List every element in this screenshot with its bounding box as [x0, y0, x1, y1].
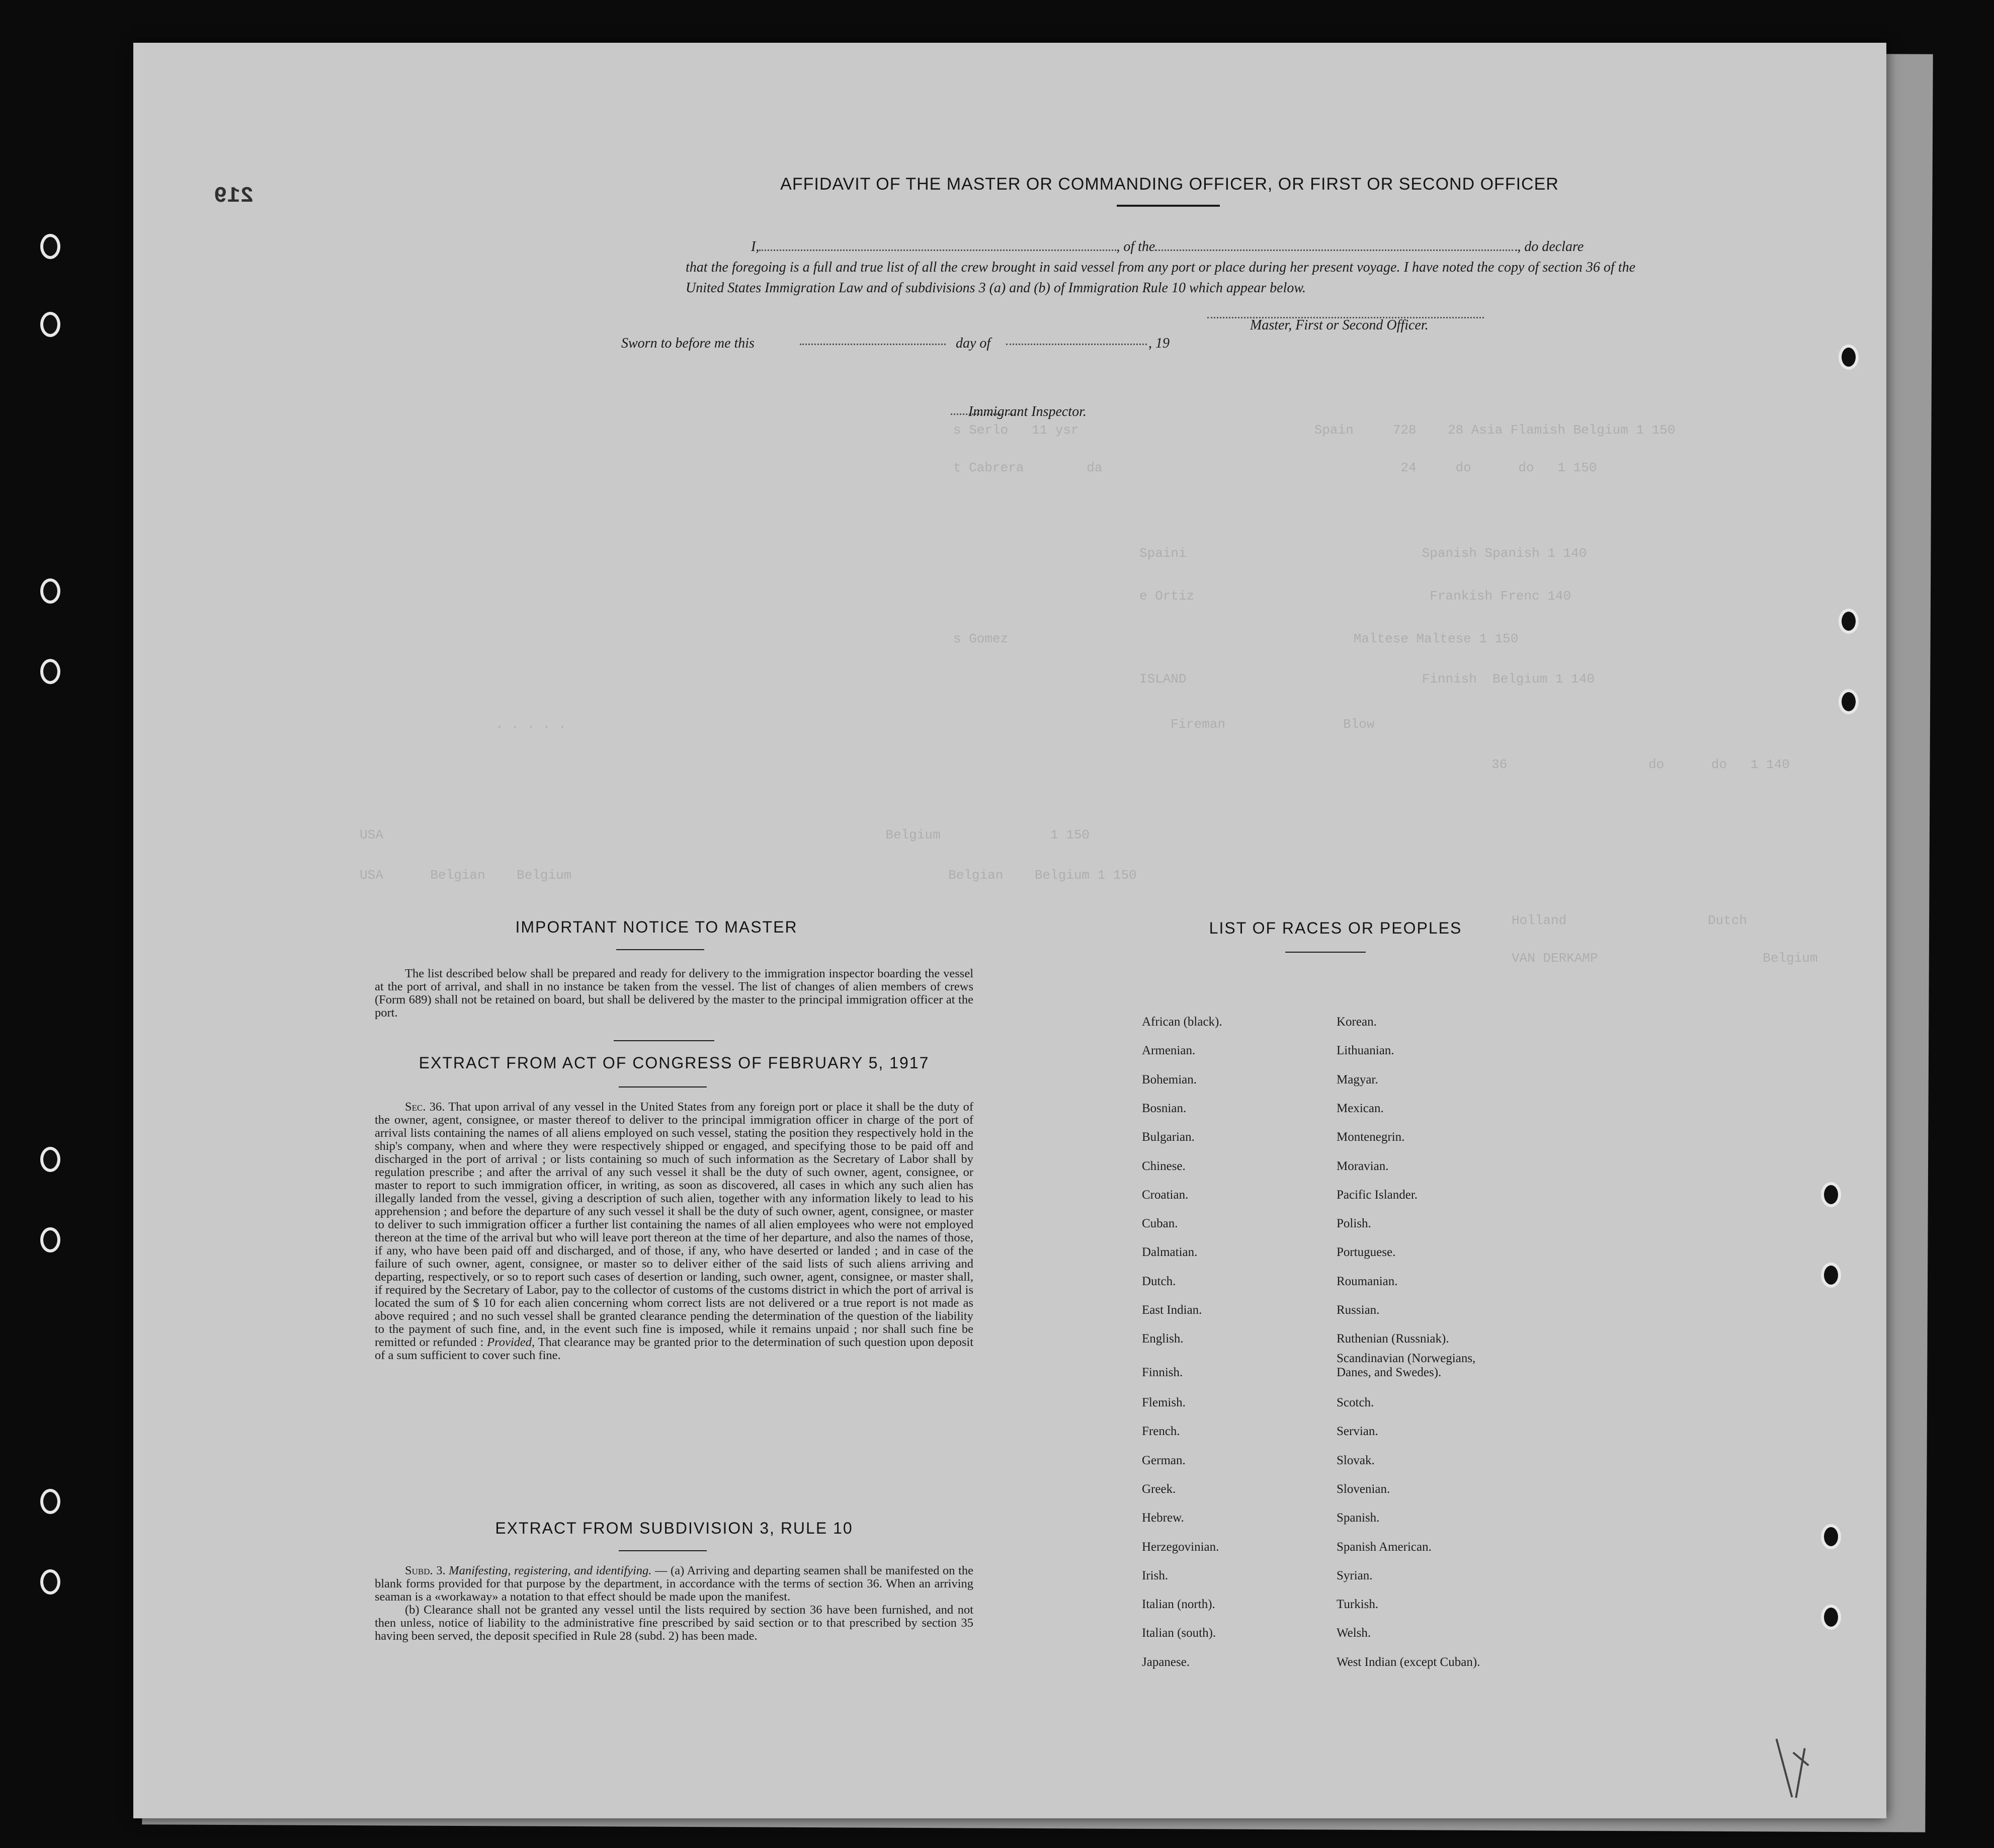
binding-hole	[1839, 689, 1859, 714]
vessel-blank	[1155, 239, 1517, 251]
race-entry: Scandinavian (Norwegians,	[1337, 1352, 1476, 1365]
binding-hole	[40, 1147, 60, 1172]
act-provided: Provided,	[487, 1335, 535, 1349]
binding-hole	[40, 1569, 60, 1594]
bleed-through-text: USA Belgium 1 150	[360, 827, 1090, 843]
race-entry: Ruthenian (Russniak).	[1337, 1332, 1449, 1346]
race-entry: Bosnian.	[1142, 1102, 1187, 1115]
race-entry: Slovak.	[1337, 1454, 1375, 1467]
declare-label: , do declare	[1517, 239, 1584, 255]
race-entry: Slovenian.	[1337, 1482, 1390, 1496]
race-entry: Armenian.	[1142, 1044, 1196, 1057]
race-entry: Roumanian.	[1337, 1275, 1398, 1288]
bleed-through-text: ISLAND Finnish Belgium 1 140	[1139, 671, 1595, 687]
race-entry: Scotch.	[1337, 1396, 1374, 1409]
race-entry: Dutch.	[1142, 1275, 1176, 1288]
binding-hole	[1839, 345, 1859, 370]
race-entry: Spanish.	[1337, 1511, 1380, 1525]
race-entry: Montenegrin.	[1337, 1130, 1405, 1144]
race-entry: Turkish.	[1337, 1598, 1379, 1611]
bleed-through-text: e Ortiz Frankish Frenc 140	[1139, 589, 1571, 604]
race-entry: Italian (north).	[1142, 1598, 1215, 1611]
binding-hole	[40, 312, 60, 337]
race-entry: Croatian.	[1142, 1188, 1189, 1202]
bleed-through-text: Holland Dutch	[1512, 913, 1748, 928]
act-underline	[619, 1086, 707, 1087]
binding-hole	[40, 1227, 60, 1252]
race-entry: Korean.	[1337, 1015, 1377, 1029]
sworn-label: Sworn to before me this	[621, 335, 755, 351]
binding-hole	[1821, 1524, 1841, 1549]
race-entry: Irish.	[1142, 1569, 1169, 1582]
master-signature-label: Master, First or Second Officer.	[1250, 317, 1429, 333]
inspector-signature-label: Immigrant Inspector.	[968, 404, 1087, 419]
act-text	[375, 1101, 973, 1362]
name-blank	[759, 239, 1116, 251]
of-the-label: , of the	[1116, 239, 1155, 255]
race-entry: West Indian (except Cuban).	[1337, 1655, 1480, 1669]
race-entry: Servian.	[1337, 1424, 1378, 1438]
bleed-through-text: . . . . . Fireman Blow	[495, 717, 1375, 732]
race-entry: Lithuanian.	[1337, 1044, 1394, 1057]
notice-text	[375, 967, 973, 1020]
year-label: , 19	[1148, 335, 1170, 351]
affidavit-title: AFFIDAVIT OF THE MASTER OR COMMANDING OFFICER, OR FIRST OR SECOND OFFICER	[780, 175, 1559, 194]
race-entry: German.	[1142, 1454, 1186, 1467]
binding-hole	[40, 659, 60, 684]
act-section-lead: Sec. 36.	[405, 1100, 445, 1114]
rule-text-b: (b) Clearance shall not be granted any vessel until the lists required by section 36 have been furnished, and not then unless, notice of liability to the administrative fine prescribed by said section or to that prescribed by section 35 having been served, the deposit specified in Rule 28 (subd. 2) has been made.	[375, 1603, 973, 1643]
rule-lead: Subd. 3.	[405, 1564, 446, 1577]
race-entry: Portuguese.	[1337, 1245, 1396, 1259]
act-section-end: That clearance may be granted prior to the determination of such question upon deposit of a sum sufficient to cover such fine.	[375, 1335, 973, 1362]
race-entry: English.	[1142, 1332, 1184, 1346]
race-entry: Cuban.	[1142, 1217, 1178, 1230]
binding-hole	[1821, 1605, 1841, 1630]
race-entry: East Indian.	[1142, 1303, 1202, 1317]
affidavit-i-label: I,	[751, 239, 760, 255]
race-entry: Danes, and Swedes).	[1337, 1366, 1442, 1379]
bleed-through-text: Spaini Spanish Spanish 1 140	[1139, 546, 1587, 561]
race-entry: Japanese.	[1142, 1655, 1190, 1669]
act-section-text: That upon arrival of any vessel in the United States from any foreign port or place it shall be the duty of the owner, agent, consignee, or master thereof to deliver to the principal immigration officer in charge of the port of arrival lists containing the names of all aliens employed on such vessel, stating the position they respectively hold in the ship's company, when and where they were respectively shipped or engaged, and specifying those to be paid off and discharged in the port of arrival ; or lists containing so much of such information as the Secretary of Labor shall by regulation prescribe ; and after the arrival of any such vessel it shall be the duty of such owner, agent, consignee, or master to report to such immigration officer, in writing, as soon as discovered, all cases in which any such alien has illegally landed from the vessel, giving a description of such alien, together with any information likely to lead to his apprehension ; and before the departure of any such vessel it shall be the duty of such owner, agent, consignee, or master to deliver to such immigration officer a further list containing the names of all alien employees who were not employed thereon at the time of the arrival but who will leave port thereon at the time of her departure, and also the names of those, if any, who have been paid off and discharged, and of those, if any, who have deserted or landed ; and in case of the failure of such owner, agent, consignee, or master so to deliver either of the said lists of such aliens arriving and departing, respectively, or so to report such cases of desertion or landing, such owner, agent, consignee, or master shall, if required by the Secretary of Labor, pay to the collector of customs of the customs district in which the port of arrival is located the sum of $ 10 for each alien concerning whom correct lists are not delivered or a true report is not made as above required ; and no such vessel shall be granted clearance pending the determination of the question of the liability to the payment of such fine, and, in the event such fine is imposed, while it remains unpaid ; nor shall such fine be remitted or refunded :	[375, 1100, 974, 1349]
race-entry: Greek.	[1142, 1482, 1176, 1496]
races-heading: LIST OF RACES OR PEOPLES	[1209, 919, 1462, 937]
race-entry: Bulgarian.	[1142, 1130, 1195, 1144]
affidavit-statement: that the foregoing is a full and true list of all the crew brought in said vessel from any port or place during her present voyage. I have noted the copy of section 36 of the United States Immigration Law and of subdivisions 3 (a) and (b) of Immigration Rule 10 which appear below.	[686, 260, 1635, 296]
binding-hole	[40, 234, 60, 259]
bleed-through-text: s Gomez Maltese Maltese 1 150	[953, 631, 1519, 646]
rule-text	[375, 1564, 973, 1643]
rule-underline	[619, 1550, 707, 1551]
pencil-mark	[1776, 1739, 1793, 1798]
act-heading: EXTRACT FROM ACT OF CONGRESS OF FEBRUARY 5, 1917	[419, 1054, 930, 1072]
bleed-through-text: t Cabrera da 24 do do 1 150	[953, 460, 1597, 475]
rule-title: Manifesting, registering, and identifying.	[449, 1564, 652, 1577]
affidavit-body	[686, 236, 1635, 298]
race-entry: Italian (south).	[1142, 1626, 1216, 1640]
race-entry: Mexican.	[1337, 1102, 1384, 1115]
race-entry: Hebrew.	[1142, 1511, 1184, 1525]
day-of-label: day of	[956, 335, 991, 351]
race-entry: Russian.	[1337, 1303, 1380, 1317]
race-entry: Flemish.	[1142, 1396, 1186, 1409]
notice-heading: IMPORTANT NOTICE TO MASTER	[515, 918, 798, 936]
race-entry: Spanish American.	[1337, 1540, 1432, 1554]
bleed-through-text: USA Belgian Belgium Belgian Belgium 1 150	[360, 868, 1137, 883]
notice-divider	[614, 1040, 714, 1041]
month-blank	[1006, 344, 1147, 345]
binding-hole	[1839, 609, 1859, 634]
race-entry: Herzegovinian.	[1142, 1540, 1219, 1554]
day-blank	[800, 344, 946, 345]
race-entry: Welsh.	[1337, 1626, 1371, 1640]
binding-hole	[1821, 1182, 1841, 1207]
race-entry: French.	[1142, 1424, 1180, 1438]
race-entry: Magyar.	[1337, 1073, 1378, 1086]
race-entry: Moravian.	[1337, 1159, 1389, 1173]
races-underline	[1285, 952, 1366, 953]
bleed-through-text: VAN DERKAMP Belgium	[1512, 951, 1818, 966]
notice-underline	[616, 949, 704, 950]
race-entry: Syrian.	[1337, 1569, 1373, 1582]
binding-hole	[1821, 1263, 1841, 1288]
document-page	[133, 43, 1886, 1818]
handwritten-number: 219	[214, 184, 254, 209]
race-entry: Bohemian.	[1142, 1073, 1197, 1086]
notice-paragraph: The list described below shall be prepared and ready for delivery to the immigration inspector boarding the vessel at the port of arrival, and shall in no instance be taken from the vessel. The list of changes of alien members of crews (Form 689) shall not be retained on board, but shall be delivered by the master to the principal immigration officer at the port.	[375, 967, 973, 1020]
race-entry: Dalmatian.	[1142, 1245, 1198, 1259]
race-entry: Polish.	[1337, 1217, 1371, 1230]
binding-hole	[40, 1489, 60, 1514]
bleed-through-text: 36 do do 1 140	[1491, 757, 1790, 772]
rule-heading: EXTRACT FROM SUBDIVISION 3, RULE 10	[495, 1519, 853, 1537]
binding-hole	[40, 578, 60, 604]
title-underline	[1117, 205, 1220, 207]
race-entry: Finnish.	[1142, 1366, 1183, 1379]
race-entry: Chinese.	[1142, 1159, 1186, 1173]
rule-text-a: — (a) Arriving and departing seamen shall be manifested on the blank forms provided for that purpose by the department, in accordance with the terms of section 36. When an arriving seaman is a «workaway» a notation to that effect should be made upon the manifest.	[375, 1564, 973, 1604]
race-entry: Pacific Islander.	[1337, 1188, 1418, 1202]
bleed-through-text: s Serlo 11 ysr Spain 728 28 Asia Flamish Belgium 1 150	[953, 423, 1676, 438]
race-entry: African (black).	[1142, 1015, 1222, 1029]
